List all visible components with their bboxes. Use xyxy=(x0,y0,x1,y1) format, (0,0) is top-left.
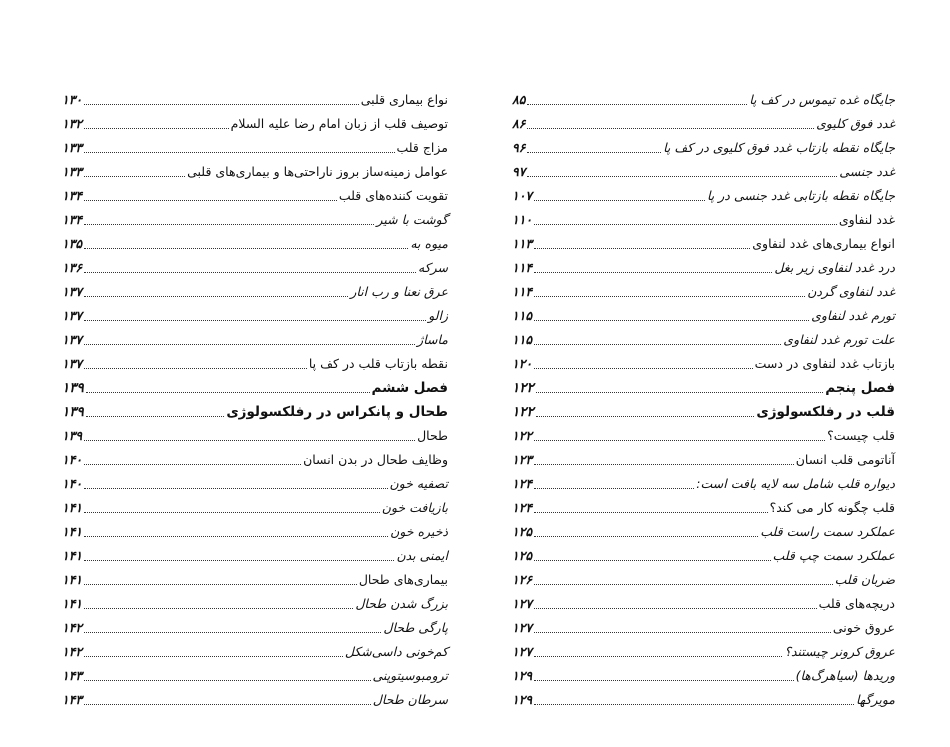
toc-entry-page-number: ۱۳۹ xyxy=(62,380,84,396)
toc-entry-title: توصیف قلب از زبان امام رضا علیه السلام xyxy=(230,116,448,131)
toc-entry-title: غدد لنفاوی xyxy=(838,212,895,227)
toc-entry xyxy=(512,470,895,494)
toc-entry xyxy=(512,638,895,662)
dot-leader xyxy=(84,560,394,561)
toc-entry xyxy=(512,446,895,470)
toc-entry xyxy=(62,470,448,494)
toc-left-column xyxy=(62,86,448,710)
toc-entry xyxy=(512,326,895,350)
toc-entry-title: نواع بیماری قلبی xyxy=(360,92,448,107)
toc-entry-title: عروق خونی xyxy=(832,620,895,635)
toc-entry-title: ضربان قلب xyxy=(834,572,895,587)
toc-entry-title: عروق کرونر چیستند؟ xyxy=(784,644,895,659)
toc-entry-title: بازیافت خون xyxy=(381,500,448,515)
toc-entry xyxy=(62,158,448,182)
toc-entry xyxy=(512,350,895,374)
toc-entry-page-number: ۱۴۲ xyxy=(62,620,83,635)
toc-entry xyxy=(62,614,448,638)
toc-entry xyxy=(512,302,895,326)
dot-leader xyxy=(534,680,793,681)
toc-entry-title: غدد فوق کلیوی xyxy=(816,116,895,131)
toc-entry-page-number: ۱۳۰ xyxy=(62,92,83,107)
toc-entry-page-number: ۱۳۷ xyxy=(62,308,83,323)
toc-entry-page-number: ۱۴۰ xyxy=(62,452,83,467)
toc-entry xyxy=(512,134,895,158)
toc-entry-title: نقطه بازتاب قلب در کف پا xyxy=(308,356,448,371)
toc-entry-title: مویرگها xyxy=(855,692,895,707)
dot-leader xyxy=(84,344,415,345)
dot-leader xyxy=(534,488,694,489)
toc-entry-page-number: ۱۳۹ xyxy=(62,404,84,420)
toc-entry xyxy=(512,662,895,686)
toc-entry xyxy=(512,110,895,134)
toc-entry xyxy=(62,662,448,686)
toc-entry xyxy=(512,518,895,542)
dot-leader xyxy=(84,440,415,441)
toc-entry xyxy=(62,134,448,158)
toc-entry-page-number: ۹۷ xyxy=(512,164,526,179)
toc-entry-page-number: ۱۴۱ xyxy=(62,500,83,515)
toc-entry-title: قلب چگونه کار می کند؟ xyxy=(769,500,895,515)
toc-entry xyxy=(512,230,895,254)
dot-leader xyxy=(534,464,794,465)
toc-entry-title: عوامل زمینه‌ساز بروز ناراحتی‌ها و بیماری‌های قلبی xyxy=(187,164,448,179)
dot-leader xyxy=(527,128,814,129)
toc-entry-title: جایگاه نقطه بازتاب غدد فوق کلیوی در کف پا xyxy=(663,140,895,155)
toc-entry-page-number: ۸۶ xyxy=(512,116,526,131)
toc-entry-title: عرق نعنا و رب انار xyxy=(350,284,448,299)
toc-entry-page-number: ۱۳۲ xyxy=(62,116,83,131)
toc-entry xyxy=(62,254,448,278)
toc-entry-page-number: ۱۳۳ xyxy=(62,140,83,155)
dot-leader xyxy=(527,176,837,177)
dot-leader xyxy=(534,560,770,561)
dot-leader xyxy=(84,488,387,489)
dot-leader xyxy=(534,584,833,585)
toc-entry-title: قلب در رفلکسولوژی xyxy=(756,404,895,420)
toc-entry-title: طحال xyxy=(417,428,448,443)
toc-entry-page-number: ۱۲۷ xyxy=(512,620,533,635)
dot-leader xyxy=(86,416,225,417)
toc-entry-page-number: ۸۵ xyxy=(512,92,526,107)
toc-entry-page-number: ۱۱۵ xyxy=(512,308,533,323)
toc-right-column xyxy=(512,86,895,710)
dot-leader xyxy=(84,512,380,513)
dot-leader xyxy=(534,512,767,513)
toc-entry xyxy=(512,590,895,614)
toc-entry-title: وریدها (سیاهرگ‌ها) xyxy=(795,668,895,683)
dot-leader xyxy=(84,272,416,273)
toc-entry-page-number: ۱۱۰ xyxy=(512,212,533,227)
dot-leader xyxy=(84,176,185,177)
toc-entry-page-number: ۱۲۳ xyxy=(512,452,533,467)
dot-leader xyxy=(527,152,661,153)
toc-entry-title: آناتومی قلب انسان xyxy=(795,452,895,467)
toc-entry-title: سرطان طحال xyxy=(372,692,448,707)
toc-entry-page-number: ۱۴۱ xyxy=(62,524,83,539)
toc-entry-title: فصل پنجم xyxy=(825,380,895,396)
dot-leader xyxy=(84,200,337,201)
toc-entry-title: گوشت با شیر xyxy=(376,212,448,227)
dot-leader xyxy=(534,200,705,201)
toc-chapter-heading xyxy=(62,398,448,422)
toc-entry-page-number: ۱۳۶ xyxy=(62,260,83,275)
toc-entry-page-number: ۱۰۷ xyxy=(512,188,533,203)
toc-entry-title: ایمنی بدن xyxy=(396,548,448,563)
toc-entry-title: قلب چیست؟ xyxy=(827,428,895,443)
dot-leader xyxy=(84,656,343,657)
toc-entry-title: ترومبوسیتوپنی xyxy=(372,668,448,683)
dot-leader xyxy=(84,680,370,681)
toc-entry-page-number: ۱۳۹ xyxy=(62,428,83,443)
toc-entry xyxy=(62,638,448,662)
dot-leader xyxy=(84,104,359,105)
toc-entry-page-number: ۱۳۵ xyxy=(62,236,83,251)
toc-entry-page-number: ۱۲۴ xyxy=(512,500,533,515)
toc-entry-title: ماساژ xyxy=(417,332,448,347)
toc-entry-page-number: ۱۱۵ xyxy=(512,332,533,347)
toc-entry-page-number: ۱۱۴ xyxy=(512,284,533,299)
toc-entry xyxy=(512,686,895,710)
dot-leader xyxy=(84,128,228,129)
toc-entry-page-number: ۱۲۴ xyxy=(512,476,533,491)
dot-leader xyxy=(84,632,381,633)
toc-entry-page-number: ۱۳۳ xyxy=(62,164,83,179)
toc-entry xyxy=(512,182,895,206)
toc-entry-page-number: ۱۳۷ xyxy=(62,284,83,299)
toc-entry xyxy=(62,86,448,110)
dot-leader xyxy=(84,536,388,537)
toc-entry-page-number: ۱۴۳ xyxy=(62,692,83,707)
toc-entry xyxy=(62,350,448,374)
toc-entry-page-number: ۱۲۲ xyxy=(512,404,534,420)
dot-leader xyxy=(534,224,837,225)
dot-leader xyxy=(534,536,758,537)
toc-entry-title: تصفیه خون xyxy=(389,476,448,491)
toc-entry xyxy=(512,254,895,278)
toc-entry xyxy=(512,206,895,230)
toc-entry-title: تورم غدد لنفاوی xyxy=(811,308,895,323)
dot-leader xyxy=(534,608,816,609)
toc-entry-page-number: ۱۲۶ xyxy=(512,572,533,587)
toc-entry-page-number: ۱۴۰ xyxy=(62,476,83,491)
toc-entry xyxy=(62,446,448,470)
toc-entry xyxy=(62,278,448,302)
toc-entry xyxy=(512,494,895,518)
toc-entry-title: بیماری‌های طحال xyxy=(358,572,448,587)
toc-entry-title: تقویت کننده‌های قلب xyxy=(338,188,448,203)
toc-entry-title: دیواره قلب شامل سه لایه بافت است: xyxy=(696,476,895,491)
toc-entry-page-number: ۱۲۲ xyxy=(512,380,534,396)
dot-leader xyxy=(84,584,357,585)
toc-entry xyxy=(512,158,895,182)
toc-entry-title: سرکه xyxy=(417,260,448,275)
toc-entry-page-number: ۱۱۴ xyxy=(512,260,533,275)
toc-entry xyxy=(62,494,448,518)
toc-entry-page-number: ۱۳۴ xyxy=(62,188,83,203)
toc-entry xyxy=(512,566,895,590)
toc-chapter-heading xyxy=(512,398,895,422)
toc-entry xyxy=(62,230,448,254)
toc-entry-page-number: ۱۲۵ xyxy=(512,548,533,563)
dot-leader xyxy=(84,248,408,249)
toc-entry-title: غدد جنسی xyxy=(839,164,895,179)
dot-leader xyxy=(86,392,370,393)
dot-leader xyxy=(84,464,301,465)
toc-chapter-heading xyxy=(512,374,895,398)
toc-entry-title: جایگاه نقطه بازتابی غدد جنسی در پا xyxy=(706,188,895,203)
toc-entry-title: فصل ششم xyxy=(371,380,448,396)
dot-leader xyxy=(534,704,854,705)
toc-entry-page-number: ۱۴۱ xyxy=(62,548,83,563)
toc-entry-title: پارگی طحال xyxy=(383,620,448,635)
toc-entry-title: غدد لنفاوی گردن xyxy=(807,284,895,299)
dot-leader xyxy=(534,656,782,657)
toc-entry-page-number: ۱۲۲ xyxy=(512,428,533,443)
dot-leader xyxy=(84,368,307,369)
toc-entry xyxy=(62,686,448,710)
toc-entry-title: علت تورم غدد لنفاوی xyxy=(783,332,895,347)
toc-entry-page-number: ۱۴۳ xyxy=(62,668,83,683)
toc-entry-title: زالو xyxy=(428,308,448,323)
dot-leader xyxy=(534,320,809,321)
toc-entry-page-number: ۱۲۵ xyxy=(512,524,533,539)
toc-entry xyxy=(62,182,448,206)
toc-entry-title: کم‌خونی داسی‌شکل xyxy=(344,644,448,659)
dot-leader xyxy=(534,440,825,441)
toc-entry-title: بازتاب غدد لنفاوی در دست xyxy=(754,356,895,371)
toc-entry-page-number: ۱۳۴ xyxy=(62,212,83,227)
toc-entry xyxy=(62,542,448,566)
toc-entry xyxy=(62,302,448,326)
dot-leader xyxy=(534,272,772,273)
toc-entry-title: عملکرد سمت چپ قلب xyxy=(772,548,895,563)
dot-leader xyxy=(84,152,394,153)
dot-leader xyxy=(84,320,426,321)
toc-entry-title: طحال و پانکراس در رفلکسولوژی xyxy=(226,404,448,420)
toc-entry-title: مزاج قلب xyxy=(396,140,448,155)
dot-leader xyxy=(527,104,747,105)
toc-entry-page-number: ۱۲۹ xyxy=(512,668,533,683)
toc-entry xyxy=(512,614,895,638)
toc-entry-title: دریچه‌های قلب xyxy=(818,596,895,611)
toc-entry-title: وظایف طحال در بدن انسان xyxy=(303,452,448,467)
toc-entry xyxy=(62,326,448,350)
dot-leader xyxy=(84,704,371,705)
toc-entry xyxy=(62,206,448,230)
toc-entry-title: میوه به xyxy=(410,236,448,251)
toc-entry xyxy=(512,278,895,302)
toc-entry xyxy=(62,110,448,134)
toc-entry-page-number: ۱۴۱ xyxy=(62,572,83,587)
dot-leader xyxy=(534,248,750,249)
toc-entry xyxy=(512,86,895,110)
toc-entry-title: بزرگ شدن طحال xyxy=(355,596,448,611)
toc-entry xyxy=(62,590,448,614)
toc-entry-page-number: ۱۳۷ xyxy=(62,332,83,347)
toc-entry-page-number: ۱۲۷ xyxy=(512,644,533,659)
toc-entry-page-number: ۱۲۰ xyxy=(512,356,533,371)
toc-entry xyxy=(62,566,448,590)
toc-entry-page-number: ۱۴۲ xyxy=(62,644,83,659)
toc-entry-title: ذخیره خون xyxy=(390,524,448,539)
dot-leader xyxy=(534,632,831,633)
toc-entry-title: انواع بیماری‌های غدد لنفاوی xyxy=(752,236,895,251)
toc-entry-page-number: ۱۲۷ xyxy=(512,596,533,611)
toc-entry xyxy=(512,422,895,446)
dot-leader xyxy=(536,416,755,417)
toc-entry-page-number: ۱۲۹ xyxy=(512,692,533,707)
toc-entry-page-number: ۱۳۷ xyxy=(62,356,83,371)
dot-leader xyxy=(84,608,353,609)
toc-entry-title: جایگاه غده تیموس در کف پا xyxy=(749,92,895,107)
dot-leader xyxy=(534,368,752,369)
toc-entry xyxy=(62,422,448,446)
toc-entry-title: عملکرد سمت راست قلب xyxy=(760,524,895,539)
toc-chapter-heading xyxy=(62,374,448,398)
toc-entry-page-number: ۱۴۱ xyxy=(62,596,83,611)
dot-leader xyxy=(534,296,805,297)
dot-leader xyxy=(536,392,823,393)
dot-leader xyxy=(84,296,348,297)
toc-entry xyxy=(62,518,448,542)
dot-leader xyxy=(534,344,781,345)
toc-entry-page-number: ۹۶ xyxy=(512,140,526,155)
toc-entry-title: درد غدد لنفاوی زیر بغل xyxy=(774,260,895,275)
toc-entry xyxy=(512,542,895,566)
dot-leader xyxy=(84,224,374,225)
toc-entry-page-number: ۱۱۳ xyxy=(512,236,533,251)
